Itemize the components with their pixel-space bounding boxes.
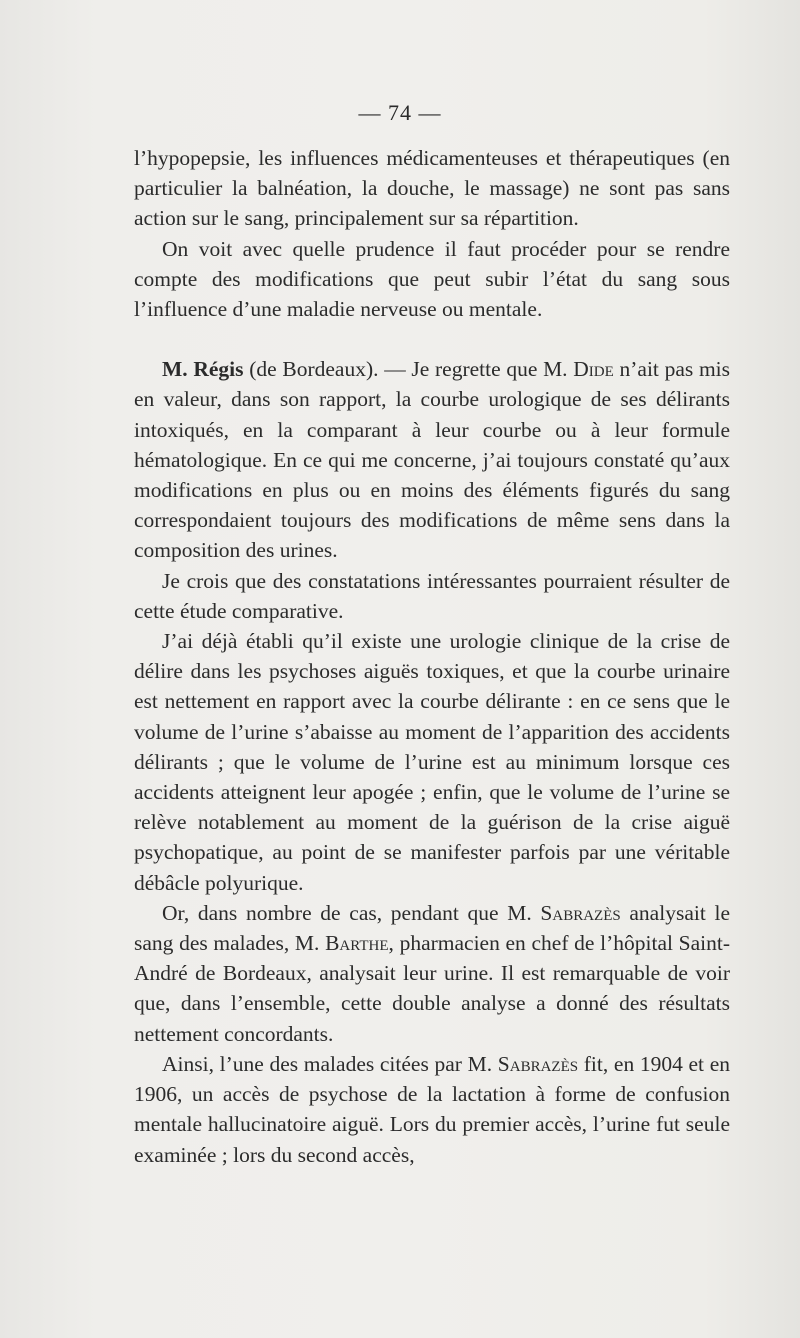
page-number: — 74 — [358, 100, 442, 125]
paragraph-6-text-b: analysait le sang des malades, M. [134, 900, 731, 956]
paragraph-7-text-b: fit, en 1904 et en 1906, un accès de psychose de la lactation à forme de confusion mentale hallucinatoire aiguë. Lors du premier accès, l’urine fut seule examinée ; lors du second accès, [134, 1051, 730, 1167]
paragraph-7 [134, 1049, 730, 1170]
paragraph-3 [134, 354, 730, 565]
paragraph-5: J’ai déjà établi qu’il existe une urologie clinique de la crise de délire dans les psychoses aiguës toxiques, et que la courbe urinaire est nettement en rapport avec la courbe délirante : en ce sens que le volume de l’urine s’abaisse au moment de l’apparition des accidents délirants ; que le volume de l’urine est au minimum lorsque ces accidents atteignent leur apogée ; enfin, que le volume de l’urine se relève notablement au moment de la guérison de la crise aiguë psychopatique, au point de se manifester parfois par une véritable débâcle polyurique. [134, 629, 730, 895]
paragraph-7-text-a: Ainsi, l’une des malades citées par M. [162, 1051, 498, 1076]
speaker-name: M. Régis [162, 357, 244, 382]
paragraph-6-text-c: , pharmacien en chef de l’hôpital Saint-André de Bordeaux, analysait leur urine. Il est remarquable de voir que, dans l’ensemble, cette double analyse a donné des résultats nettement concordants. [134, 931, 730, 1046]
cited-name: Barthe [325, 931, 389, 956]
paragraph-1: l’hypopepsie, les influences médicamenteuses et thérapeutiques (en particulier la balnéation, la douche, le massage) ne sont pas sans action sur le sang, principalement sur sa répartition. [134, 146, 730, 231]
paragraph-3-text-a: (de Bordeaux). — Je regrette que M. [243, 357, 574, 382]
cited-name: Sabrazès [540, 900, 621, 925]
paragraph-6-text-a: Or, dans nombre de cas, pendant que M. [162, 900, 541, 925]
paragraph-3-text-b: n’ait pas mis en valeur, dans son rapport, la courbe urologique de ses délirants intoxiqués, en la comparant à leur courbe ou à leur formule hématologique. En ce qui me concerne, j’ai toujours constaté qu’aux modifications en plus ou en moins des éléments figurés du sang correspondaient toujours des modifications de même sens dans la composition des urines. [134, 357, 731, 563]
paragraph-4: Je crois que des constatations intéressantes pourraient résulter de cette étude comparative. [134, 568, 730, 623]
paragraph-6 [134, 898, 730, 1049]
paragraph-2: On voit avec quelle prudence il faut procéder pour se rendre compte des modifications que peut subir l’état du sang sous l’influence d’une maladie nerveuse ou mentale. [134, 236, 730, 322]
cited-name: Dide [573, 357, 614, 382]
cited-name: Sabrazès [497, 1051, 579, 1076]
body-text [134, 143, 730, 1170]
